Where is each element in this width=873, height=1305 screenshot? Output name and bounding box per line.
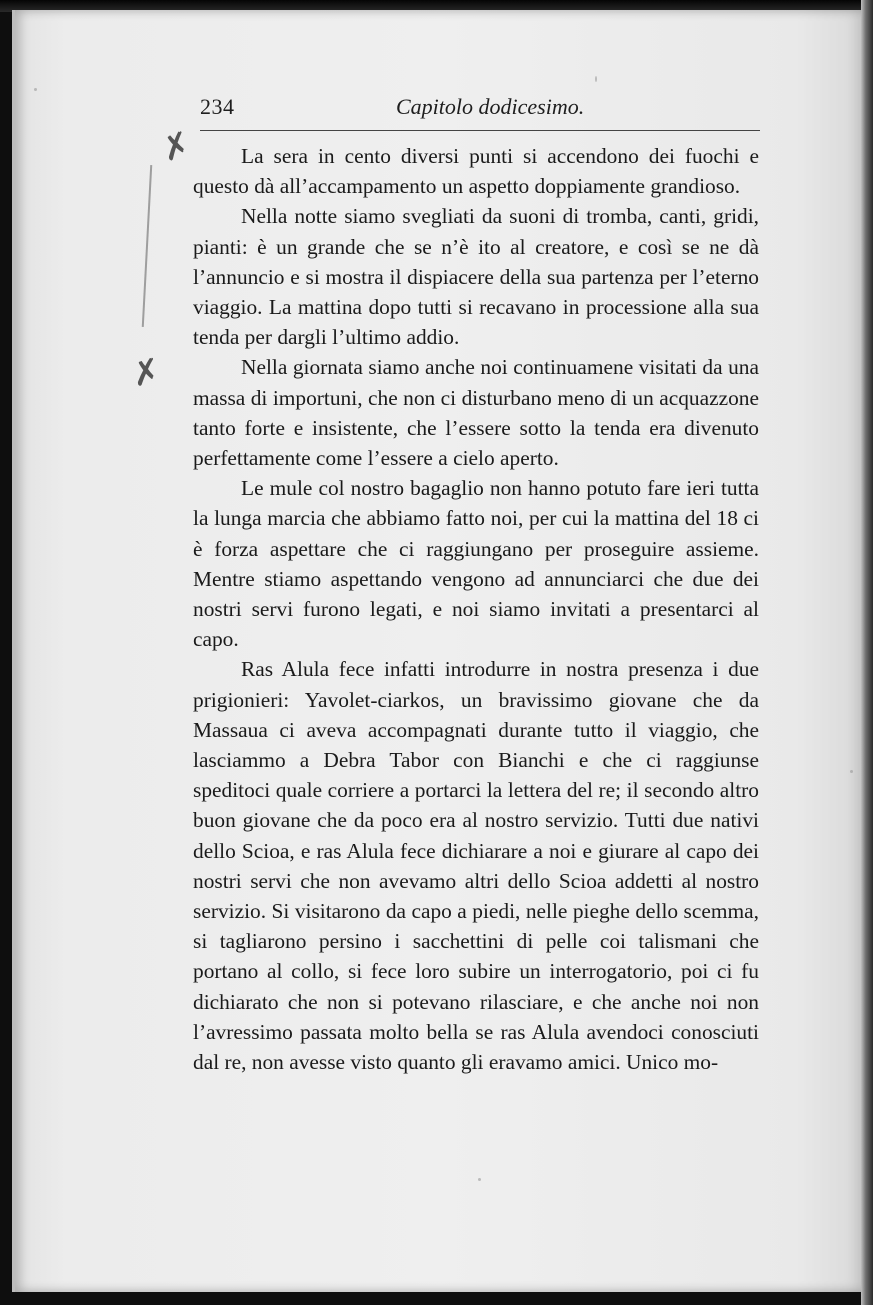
pencil-x-mark-icon: ✗	[128, 350, 165, 396]
paragraph: La sera in cento diversi punti si accendono dei fuochi e questo dà all’accampamento un aspetto doppiamente grandioso.	[193, 144, 759, 199]
paper-speck	[850, 770, 853, 773]
paper-speck	[478, 1178, 481, 1181]
scan-right-border	[861, 0, 873, 1305]
paragraph: Le mule col nostro bagaglio non hanno potuto fare ieri tutta la lunga marcia che abbiamo fatto noi, per cui la mattina del 18 ci è forza aspettare che ci raggiungano per proseguire assieme. Mentre stiamo aspettando vengono ad annunciarci che due dei nostri servi furono legati, e noi siamo invitati a presentarci al capo.	[193, 476, 759, 652]
page-header	[200, 92, 760, 131]
paper-speck	[34, 88, 37, 91]
paragraph: Ras Alula fece infatti introdurre in nostra presenza i due prigionieri: Yavolet-ciarkos, un bravissimo giovane che da Massaua ci aveva accompagnati durante tutto il viaggio, che lasciammo a Debra Tabor con Bianchi e che ci raggiunse speditoci quale corriere a portarci la lettera del re; il secondo altro buon giovane che da poco era al nostro servizio. Tutti due nativi dello Scioa, e ras Alula fece dichiarare a noi e giurare al capo dei nostri servi che non avevamo altri dello Scioa addetti al nostro servizio. Si visitarono da capo a piedi, nelle pieghe dello scemma, si tagliarono persino i sacchettini di pelle coi talismani che portano al collo, si fece loro subire un interrogatorio, poi ci fu dichiarato che non si potevano rilasciare, e che anche noi non l’avressimo passata molto bella se ras Alula avendoci conosciuti dal re, non avesse visto quanto gli eravamo amici. Unico mo-	[193, 657, 759, 1075]
paragraph: Nella notte siamo svegliati da suoni di tromba, canti, gridi, pianti: è un grande che se n’è ito al creatore, e così se ne dà l’annuncio e si mostra il dispiacere della sua partenza per l’eterno viaggio. La mattina dopo tutti si recavano in processione alla sua tenda per dargli l’ultimo addio.	[193, 204, 759, 350]
paragraph: Nella giornata siamo anche noi continuamene visitati da una massa di importuni, che non ci disturbano meno di un acquazzone tanto forte e insistente, che l’essere sotto la tenda era divenuto perfettamente come l’essere a cielo aperto.	[193, 355, 759, 471]
pencil-x-mark-icon: ✗	[156, 123, 196, 171]
running-title: Capitolo dodicesimo.	[396, 94, 585, 119]
body-text	[193, 141, 759, 1077]
page-number: 234	[200, 94, 235, 119]
paper-speck	[595, 76, 597, 82]
